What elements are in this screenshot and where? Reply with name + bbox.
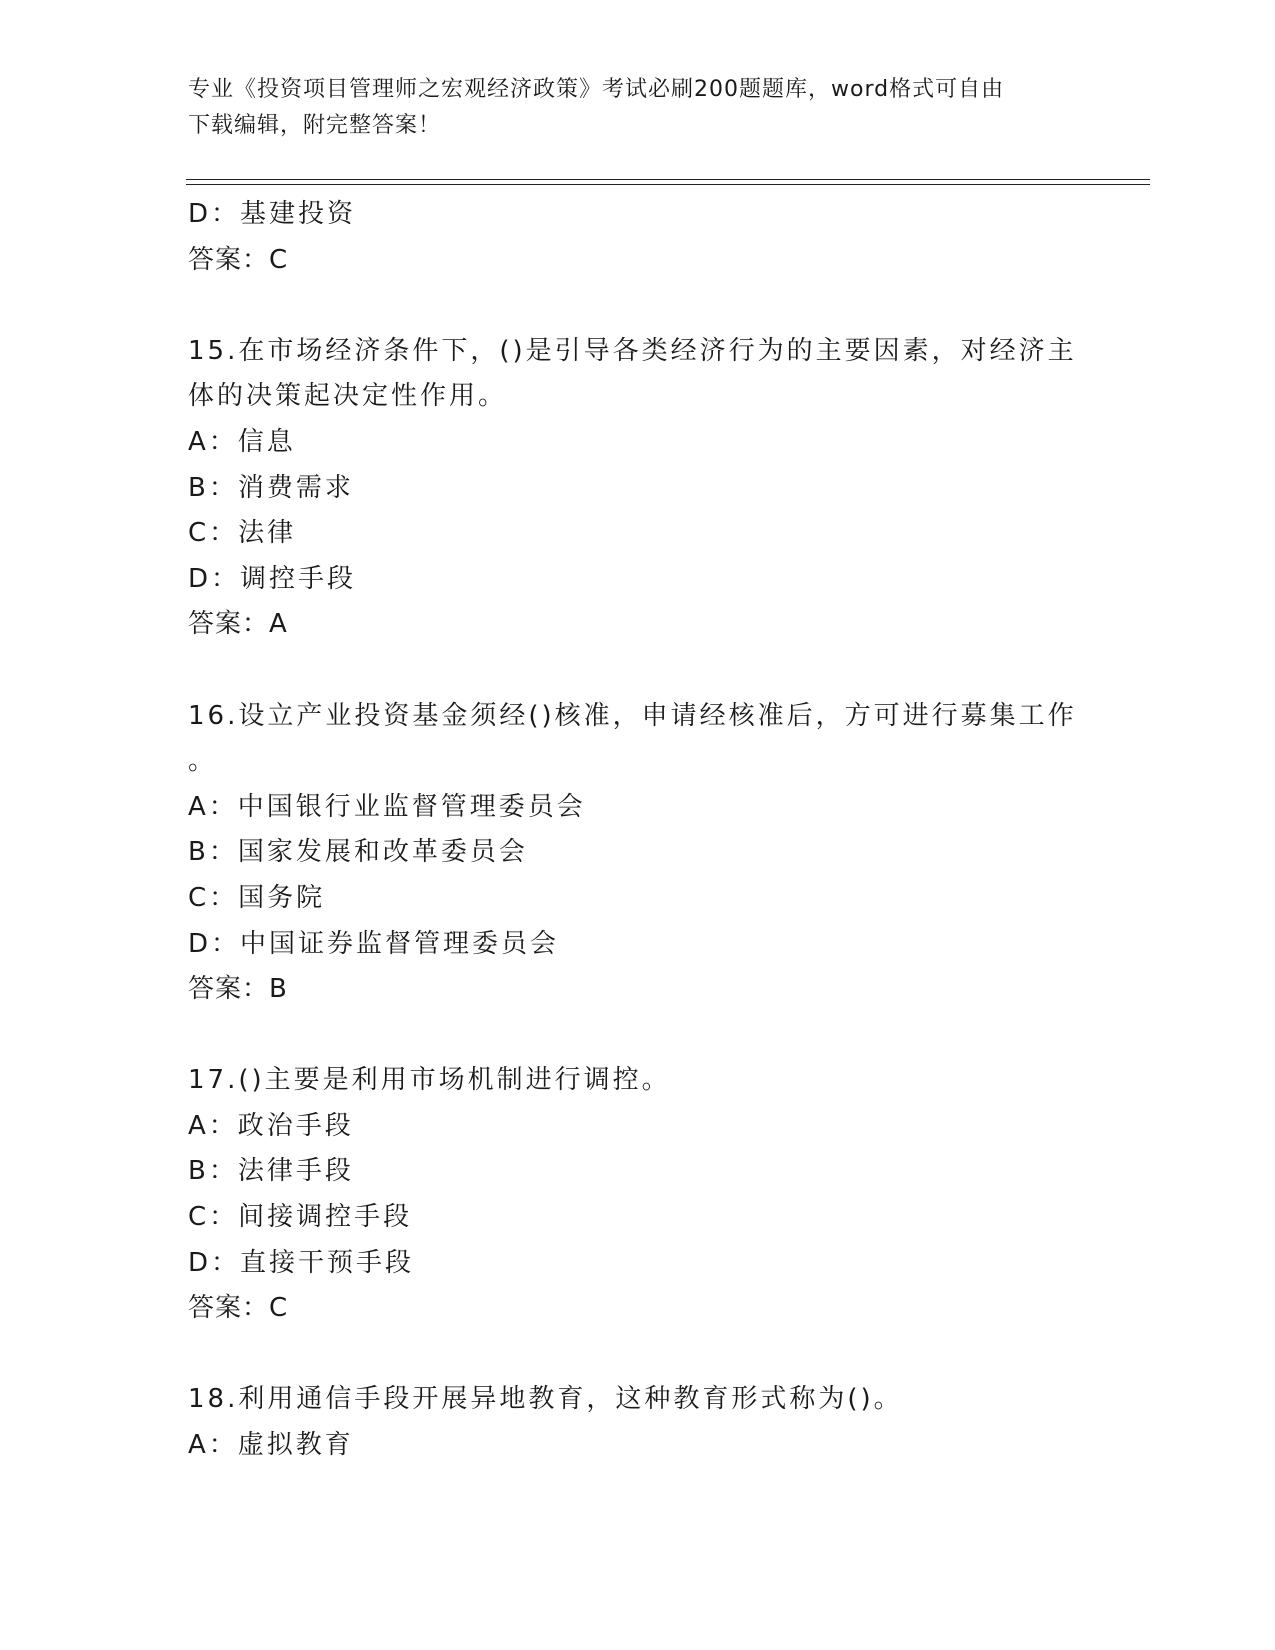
document-header [188, 72, 1088, 144]
option-c: C：法律 [188, 518, 297, 549]
option-c: C：国务院 [188, 882, 326, 913]
prev-answer: 答案：C [188, 244, 289, 275]
spacer [188, 1332, 1088, 1378]
question-18 [188, 1377, 1088, 1468]
option-c: C：间接调控手段 [188, 1202, 413, 1233]
document-body [188, 192, 1088, 1469]
answer: 答案：C [188, 1293, 289, 1324]
question-16 [188, 694, 1088, 1013]
option-a: A：政治手段 [188, 1110, 354, 1141]
spacer [188, 648, 1088, 694]
answer: 答案：A [188, 609, 288, 640]
question-17 [188, 1058, 1088, 1332]
option-d: D：调控手段 [188, 563, 357, 594]
option-d: D：中国证券监督管理委员会 [188, 928, 560, 959]
option-a: A：虚拟教育 [188, 1430, 354, 1461]
prev-option-d: D：基建投资 [188, 199, 357, 229]
option-b: B：消费需求 [188, 472, 354, 503]
question-text-line-1: 18.利用通信手段开展异地教育，这种教育形式称为()。 [188, 1384, 903, 1415]
option-d: D：直接干预手段 [188, 1247, 415, 1278]
header-divider-bottom [186, 184, 1150, 185]
option-b: B：国家发展和改革委员会 [188, 837, 528, 868]
header-divider-top [186, 179, 1150, 180]
header-line-1: 专业《投资项目管理师之宏观经济政策》考试必刷200题题库，word格式可自由 [188, 77, 1005, 102]
spacer [188, 283, 1088, 329]
question-15 [188, 329, 1088, 648]
question-text-line-2: 。 [188, 746, 218, 777]
answer: 答案：B [188, 974, 288, 1005]
header-line-2: 下载编辑，附完整答案！ [188, 113, 442, 138]
question-text-line-1: 15.在市场经济条件下，()是引导各类经济行为的主要因素，对经济主 [188, 335, 1077, 366]
question-text-line-1: 16.设立产业投资基金须经()核准，申请经核准后，方可进行募集工作 [188, 700, 1077, 731]
question-text-line-2: 体的决策起决定性作用。 [188, 381, 508, 412]
spacer [188, 1013, 1088, 1059]
option-b: B：法律手段 [188, 1156, 354, 1187]
option-a: A：信息 [188, 426, 296, 457]
option-a: A：中国银行业监督管理委员会 [188, 791, 586, 822]
question-text-line-1: 17.()主要是利用市场机制进行调控。 [188, 1065, 671, 1096]
